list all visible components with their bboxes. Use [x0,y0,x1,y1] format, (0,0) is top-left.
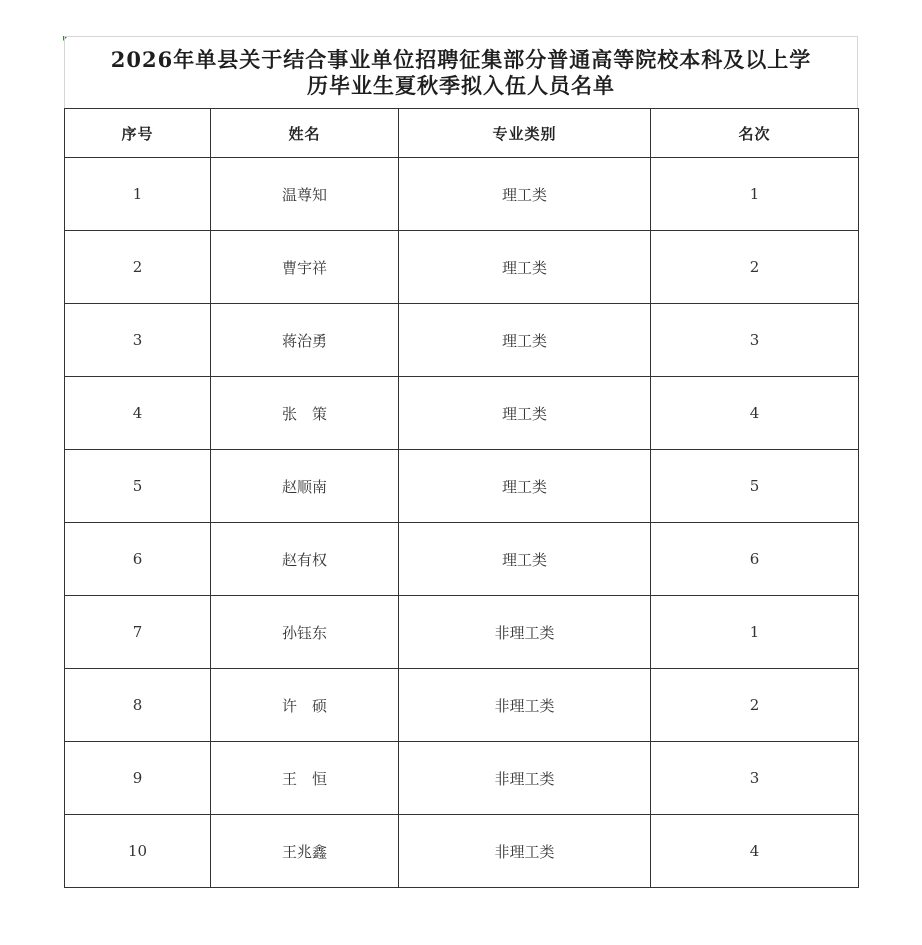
cell-category: 理工类 [399,231,651,304]
cell-name: 王 恒 [211,742,399,815]
cell-index: 10 [65,815,211,888]
cell-index: 8 [65,669,211,742]
cell-rank: 2 [651,669,859,742]
column-header-name: 姓名 [211,109,399,158]
column-header-index: 序号 [65,109,211,158]
column-header-rank: 名次 [651,109,859,158]
cell-name: 王兆鑫 [211,815,399,888]
cell-name: 赵顺南 [211,450,399,523]
table-row [65,669,859,742]
cell-category: 非理工类 [399,742,651,815]
cell-index: 2 [65,231,211,304]
document-sheet [64,36,858,888]
cell-rank: 2 [651,231,859,304]
table-row [65,596,859,669]
cell-rank: 6 [651,523,859,596]
cell-category: 理工类 [399,377,651,450]
cell-name: 张 策 [211,377,399,450]
cell-index: 6 [65,523,211,596]
cell-name: 孙钰东 [211,596,399,669]
cell-category: 非理工类 [399,669,651,742]
cell-category: 理工类 [399,523,651,596]
table-row [65,742,859,815]
cell-rank: 4 [651,815,859,888]
table-header-row [65,109,859,158]
column-header-category: 专业类别 [399,109,651,158]
cell-category: 非理工类 [399,815,651,888]
cell-index: 5 [65,450,211,523]
cell-rank: 1 [651,158,859,231]
cell-index: 1 [65,158,211,231]
cell-category: 非理工类 [399,596,651,669]
cell-rank: 3 [651,304,859,377]
cell-name: 曹宇祥 [211,231,399,304]
cell-rank: 4 [651,377,859,450]
table-row [65,523,859,596]
cell-rank: 3 [651,742,859,815]
cell-index: 7 [65,596,211,669]
cell-category: 理工类 [399,158,651,231]
table-row [65,450,859,523]
table-row [65,815,859,888]
cell-index: 3 [65,304,211,377]
cell-category: 理工类 [399,304,651,377]
table-row [65,304,859,377]
cell-name: 蒋治勇 [211,304,399,377]
title-area [64,36,858,108]
enlistment-roster-table [64,108,859,888]
cell-rank: 1 [651,596,859,669]
cell-rank: 5 [651,450,859,523]
cell-name: 温尊知 [211,158,399,231]
table-row [65,231,859,304]
cell-name: 赵有权 [211,523,399,596]
cell-index: 4 [65,377,211,450]
cell-index: 9 [65,742,211,815]
table-row [65,377,859,450]
document-title-line-2: 历毕业生夏秋季拟入伍人员名单 [307,73,615,98]
cell-category: 理工类 [399,450,651,523]
cell-name: 许 硕 [211,669,399,742]
document-title-line-1: 2026年单县关于结合事业单位招聘征集部分普通高等院校本科及以上学 [110,47,812,72]
table-row [65,158,859,231]
